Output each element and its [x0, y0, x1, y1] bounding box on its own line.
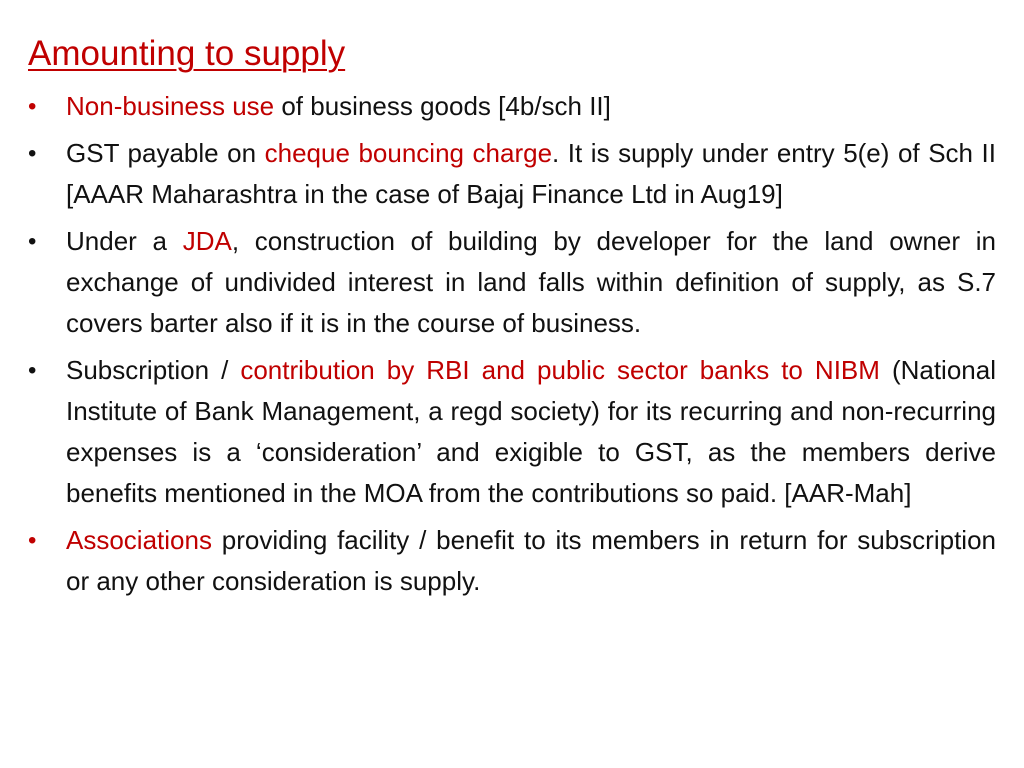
- bullet-text: providing facility / benefit to its members in return for subscription or any other consideration is supply.: [66, 525, 996, 596]
- bullet-item: [28, 221, 996, 344]
- bullet-highlight: cheque bouncing charge: [264, 138, 553, 168]
- bullet-list: [28, 86, 996, 602]
- bullet-text: Subscription /: [66, 355, 241, 385]
- bullet-item: [28, 133, 996, 215]
- bullet-dot-icon: •: [28, 228, 37, 255]
- bullet-dot-icon: •: [28, 93, 37, 120]
- bullet-text: of business goods [4b/sch II]: [274, 91, 611, 121]
- bullet-text: GST payable on: [66, 138, 265, 168]
- bullet-highlight: Associations: [66, 525, 212, 555]
- bullet-text: Under a: [66, 226, 183, 256]
- slide-title: Amounting to supply: [28, 34, 346, 73]
- bullet-dot-icon: •: [28, 527, 37, 554]
- bullet-dot-icon: •: [28, 140, 37, 167]
- bullet-text: . It is supply under entry 5(e) of Sch II [AAAR Maharashtra in the case of Bajaj Finance Ltd in Aug19]: [66, 138, 996, 209]
- bullet-text: , construction of building by developer for the land owner in exchange of undivided interest in land falls within definition of supply, as S.7 covers barter also if it is in the course of business.: [66, 226, 996, 338]
- bullet-highlight: JDA: [182, 226, 232, 256]
- bullet-highlight: Non-business use: [66, 91, 275, 121]
- bullet-dot-icon: •: [28, 357, 37, 384]
- bullet-text: (National Institute of Bank Management, a regd society) for its recurring and non-recurring expenses is a ‘consideration’ and exigible to GST, as the members derive benefits mentioned in the MOA from the contributions so paid. [AAR-Mah]: [66, 355, 996, 508]
- bullet-item: [28, 86, 996, 127]
- bullet-item: [28, 350, 996, 514]
- bullet-item: [28, 520, 996, 602]
- bullet-highlight: contribution by RBI and public sector banks to NIBM: [240, 355, 880, 385]
